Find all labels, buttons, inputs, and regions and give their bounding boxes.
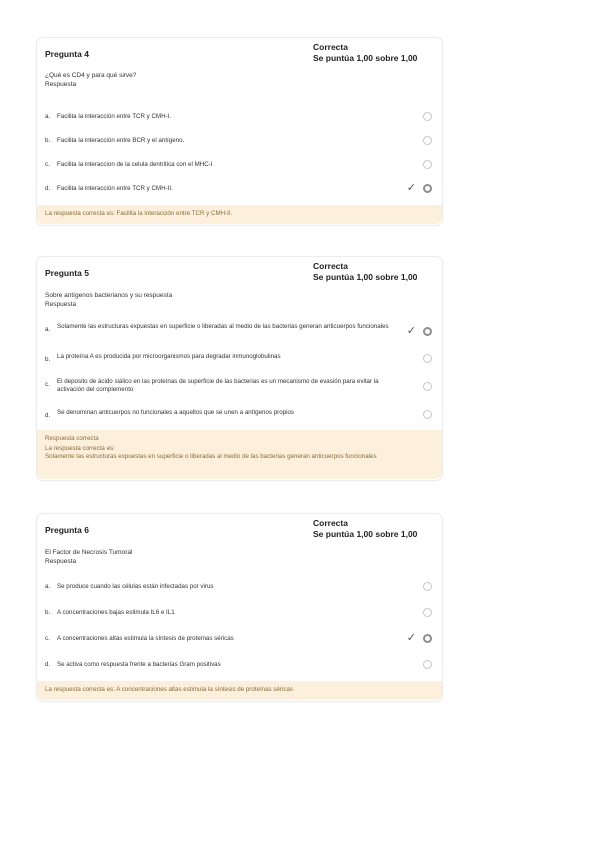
radio-icon[interactable] [423,160,432,169]
option-letter: a. [45,326,51,333]
radio-icon[interactable] [423,184,432,193]
feedback-box [37,430,442,479]
score-label: Se puntúa 1,00 sobre 1,00 [313,53,418,63]
option-letter: d. [45,661,51,668]
question-status [313,42,417,64]
feedback-box [37,681,442,700]
question-title: Pregunta 6 [45,525,89,535]
option-text: A concentraciones bajas estimula IL6 e IL1 [57,609,175,616]
question-text: Sobre antígenos bacterianos y su respuesta [45,292,173,299]
feedback-box [37,205,442,224]
option-letter: a. [45,113,51,120]
answer-label: Respuesta [45,300,77,308]
option-letter: b. [45,356,51,363]
option-letter: b. [45,137,51,144]
status-label: Correcta [313,261,348,271]
option-text: Facilita la interacción entre BCR y el antígeno. [57,137,185,144]
option-text: Se produce cuando las células están infectadas por virus [57,583,214,590]
option-text: Se activa como respuesta frente a bacterias Gram positivas [57,661,221,668]
radio-icon[interactable] [423,582,432,591]
radio-icon[interactable] [423,136,432,145]
check-icon: ✓ [406,632,416,644]
radio-icon[interactable] [423,382,432,391]
feedback-result: Respuesta correcta [45,435,99,442]
feedback-intro: La respuesta correcta es: [45,445,115,452]
option-letter: a. [45,583,51,590]
option-letter: b. [45,609,51,616]
radio-icon[interactable] [423,608,432,617]
radio-icon[interactable] [423,354,432,363]
option-text: Solamente las estructuras expuestas en superficie o liberadas al medio de las bacterias generan anticuerpos funcionales [57,323,389,330]
question-card-5 [36,256,443,481]
option-text: A concentraciones altas estimula la síntesis de proteínas séricas [57,635,234,642]
status-label: Correcta [313,42,348,52]
question-status [313,518,417,540]
question-text: ¿Qué es CD4 y para qué sirve? [45,72,137,79]
option-letter: c. [45,161,50,168]
option-text: Facilita la interacción entre TCR y CMH-II. [57,185,173,192]
radio-icon[interactable] [423,112,432,121]
answer-label: Respuesta [45,557,77,565]
question-card-6 [36,513,443,702]
option-text: Se denominan anticuerpos no funcionales a aquellos que se unen a antígenos propios [57,409,295,416]
answer-label: Respuesta [45,80,77,88]
status-label: Correcta [313,518,348,528]
option-text: Facilita la interacción entre TCR y CMH-I. [57,113,172,120]
option-text: La proteína A es producida por microorganismos para degradar inmunoglobulinas [57,353,281,360]
question-text-block [45,72,434,89]
question-status [313,261,417,283]
radio-icon[interactable] [423,660,432,669]
option-text: El deposito de ácido siálico en las proteínas de superficie de las bacterias es un mecanismo de evasión para evitar la activación del complemento [57,378,379,393]
radio-icon[interactable] [423,634,432,643]
radio-icon[interactable] [423,410,432,419]
score-label: Se puntúa 1,00 sobre 1,00 [313,529,418,539]
score-label: Se puntúa 1,00 sobre 1,00 [313,272,418,282]
radio-icon[interactable] [423,327,432,336]
feedback-answer: La respuesta correcta es: A concentraciones altas estimula la síntesis de proteínas séricas [45,686,293,693]
option-letter: d. [45,185,51,192]
check-icon: ✓ [406,325,416,337]
option-letter: c. [45,381,50,388]
question-text-block [45,549,434,566]
question-title: Pregunta 4 [45,49,89,59]
feedback-answer: Solamente las estructuras expuestas en superficie o liberadas al medio de las bacterias generan anticuerpos funcionales [45,453,377,460]
option-letter: c. [45,635,50,642]
question-title: Pregunta 5 [45,268,89,278]
question-card-4 [36,37,443,226]
question-text: El Factor de Necrosis Tumoral [45,549,133,556]
check-icon: ✓ [406,182,416,194]
option-letter: d. [45,412,51,419]
feedback-answer: La respuesta correcta es: Facilita la interacción entre TCR y CMH-II. [45,210,233,217]
question-text-block [45,292,434,309]
option-text: Facilita la interaccion de la celula dentritica con el MHC-I [57,161,213,168]
